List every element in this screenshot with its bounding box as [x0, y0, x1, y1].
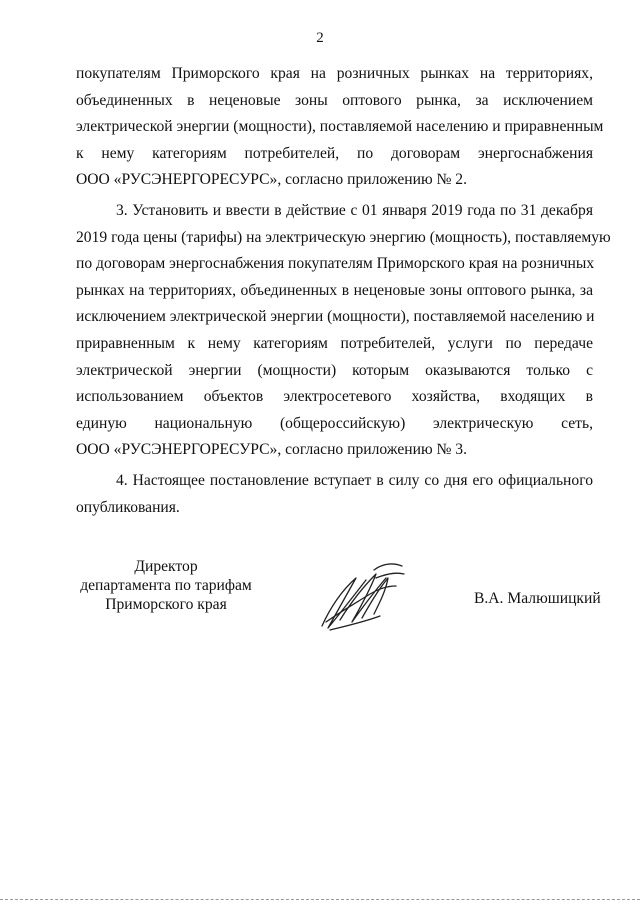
paragraph-4-line: 4. Настоящее постановление вступает в силу со дня его официального [116, 471, 593, 489]
paragraph-3-line: использованием объектов электросетевого хозяйства, входящих в [76, 388, 593, 406]
paragraph-3-line: по договорам энергоснабжения покупателям Приморского края на розничных [76, 255, 595, 273]
paragraph-3-line: исключением электрической энергии (мощности), поставляемой населению и [76, 308, 595, 326]
position-line: Директор [134, 558, 198, 575]
paragraph-1-line: электрической энергии (мощности), поставляемой населению и приравненным [76, 118, 604, 136]
paragraph-3-line: приравненным к нему категориям потребителей, услуги по передаче [76, 334, 593, 352]
paragraph-3-line: ООО «РУСЭНЕРГОРЕСУРС», согласно приложению № 3. [76, 441, 468, 459]
paragraph-3-line: 3. Установить и ввести в действие с 01 января 2019 года по 31 декабря [116, 201, 593, 219]
position-line: Приморского края [105, 596, 227, 613]
position-line: департамента по тарифам [80, 577, 252, 594]
paragraph-1-line: объединенных в неценовые зоны оптового рынка, за исключением [76, 91, 593, 109]
signatory-position [76, 557, 256, 614]
handwritten-signature [316, 556, 408, 636]
paragraph-1-line: покупателям Приморского края на розничных рынках на территориях, [76, 65, 593, 82]
paragraph-1-line: ООО «РУСЭНЕРГОРЕСУРС», согласно приложению № 2. [76, 171, 468, 189]
paragraph-3-line: рынках на территориях, объединенных в неценовые зоны оптового рынка, за [76, 281, 593, 299]
paragraph-3-line: единую национальную (общероссийскую) электрическую сеть, [76, 414, 593, 432]
document-body [76, 61, 611, 521]
paragraph-3-line: электрической энергии (мощности) которым оказываются только с [76, 361, 593, 379]
signatory-name: В.А. Малюшицкий [474, 590, 601, 607]
paragraph-4-line: опубликования. [76, 498, 180, 516]
paragraph-3-line: 2019 года цены (тарифы) на электрическую энергию (мощность), поставляемую [76, 228, 611, 246]
paragraph-1-line: к нему категориям потребителей, по договорам энергоснабжения [76, 144, 593, 162]
scan-edge-line [0, 899, 640, 902]
page-number: 2 [316, 30, 324, 46]
